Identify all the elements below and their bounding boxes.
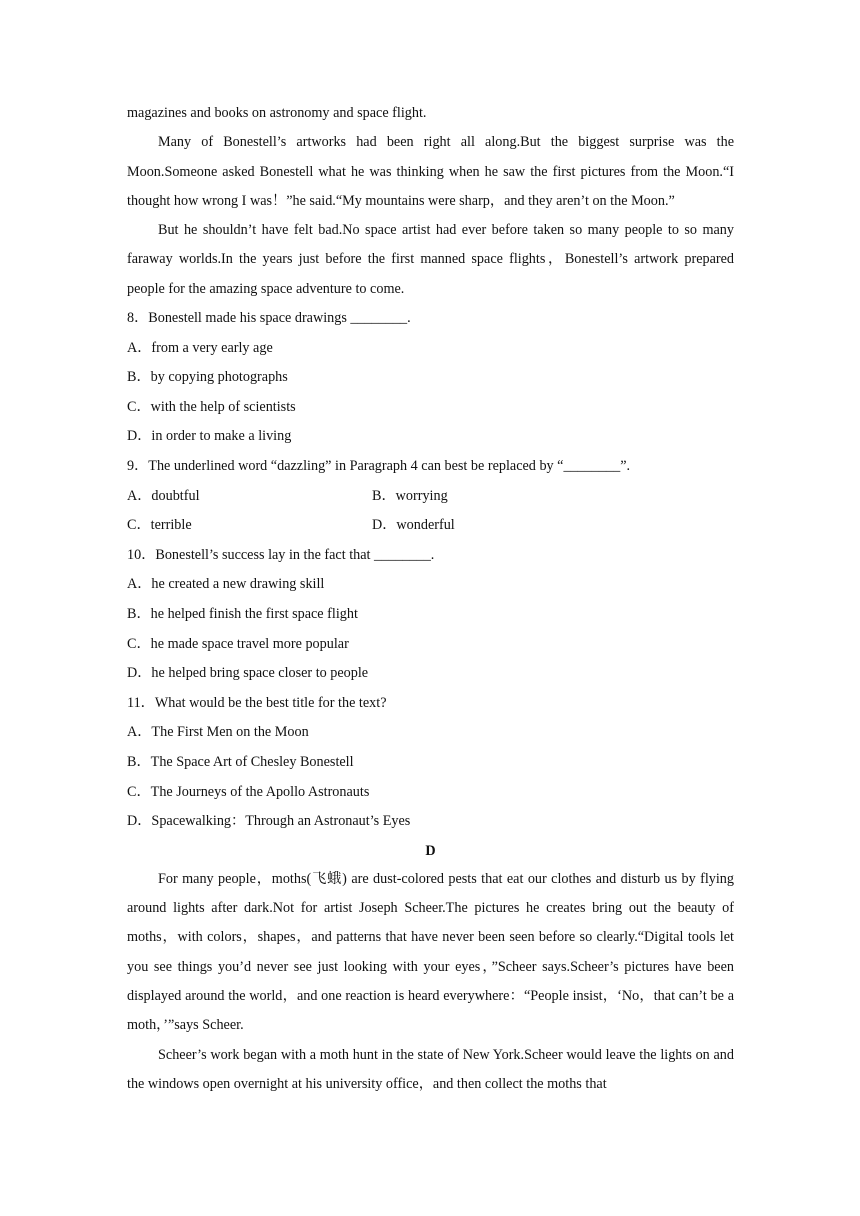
question-10-option-d: D．he helped bring space closer to people bbox=[127, 665, 369, 682]
question-9-option-c: C．terrible bbox=[127, 517, 192, 534]
question-11-option-c: C．The Journeys of the Apollo Astronauts bbox=[127, 783, 370, 800]
question-10-option-b: B．he helped finish the first space flight bbox=[127, 606, 358, 623]
passage-d-paragraph-1: For many people，moths(飞蛾) are dust-colored pests that eat our clothes and disturb us by flying around lights after dark.Not for artist Joseph Scheer.The pictures he creates bring out the beauty of moths，with colors，shapes，and patterns that have never been seen before so clearly.“Digital tools let you see things you’d never see just looking with your eyes，”Scheer says.Scheer’s pictures have been displayed around the world，and one reaction is heard everywhere：“People insist，‘No，that can’t be a moth，’”says Scheer. bbox=[127, 870, 734, 1034]
question-9-option-a: A．doubtful bbox=[127, 487, 200, 504]
passage-c-paragraph-end: magazines and books on astronomy and space flight. bbox=[127, 105, 427, 121]
question-10-stem: 10．Bonestell’s success lay in the fact that ________. bbox=[127, 546, 435, 563]
question-8-option-d: D．in order to make a living bbox=[127, 428, 292, 445]
section-heading-d: D bbox=[425, 842, 436, 859]
question-8-option-c: C．with the help of scientists bbox=[127, 398, 296, 415]
question-9-stem: 9．The underlined word “dazzling” in Paragraph 4 can best be replaced by “________”. bbox=[127, 458, 631, 475]
question-11-stem: 11．What would be the best title for the text? bbox=[127, 694, 387, 711]
question-9-option-d: D．wonderful bbox=[372, 517, 455, 534]
question-10-option-a: A．he created a new drawing skill bbox=[127, 576, 325, 593]
question-8-option-b: B．by copying photographs bbox=[127, 369, 288, 386]
question-9-options-row-2 bbox=[127, 511, 734, 541]
question-9-options-row-1 bbox=[127, 482, 734, 512]
passage-c-paragraph-3: But he shouldn’t have felt bad.No space artist had ever before taken so many people to so many faraway worlds.In the years just before the first manned space flights，Bonestell’s artwork prepared people for the amazing space adventure to come. bbox=[127, 222, 734, 297]
question-11-option-d: D．Spacewalking：Through an Astronaut’s Eyes bbox=[127, 813, 411, 830]
question-11-option-b: B．The Space Art of Chesley Bonestell bbox=[127, 753, 354, 770]
question-11-option-a: A．The First Men on the Moon bbox=[127, 724, 309, 741]
passage-d-paragraph-2: Scheer’s work began with a moth hunt in the state of New York.Scheer would leave the lights on and the windows open overnight at his university office，and then collect the moths that bbox=[127, 1046, 734, 1092]
question-10-option-c: C．he made space travel more popular bbox=[127, 635, 349, 652]
question-8-stem: 8．Bonestell made his space drawings ________. bbox=[127, 310, 411, 327]
question-9-option-b: B．worrying bbox=[372, 487, 448, 504]
document-body bbox=[127, 99, 734, 1099]
question-8-option-a: A．from a very early age bbox=[127, 339, 273, 356]
passage-c-paragraph-2: Many of Bonestell’s artworks had been right all along.But the biggest surprise was the Moon.Someone asked Bonestell what he was thinking when he saw the first pictures from the Moon.“I thought how wrong I was！”he said.“My mountains were sharp，and they aren’t on the Moon.” bbox=[127, 134, 734, 209]
